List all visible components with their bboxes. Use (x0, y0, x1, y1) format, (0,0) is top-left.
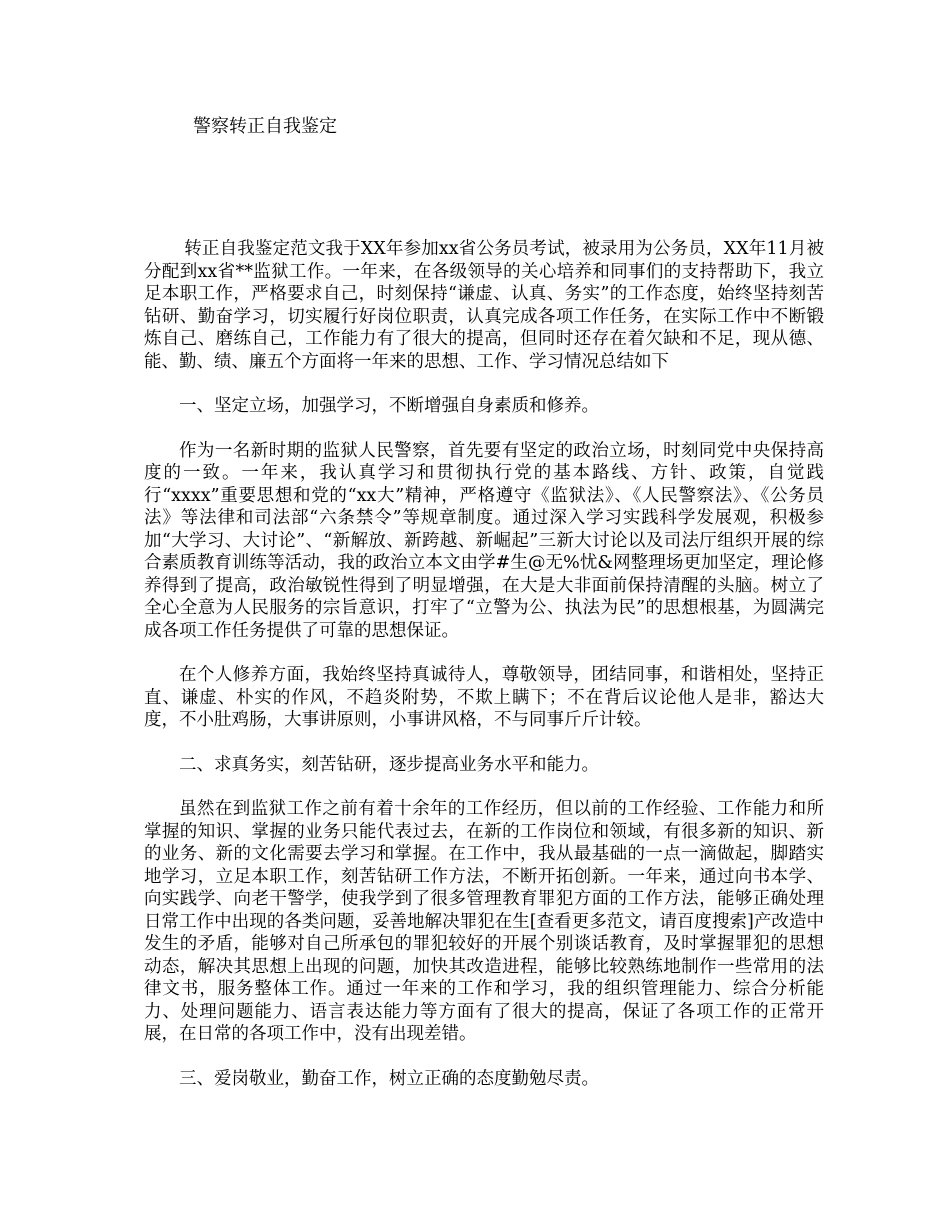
document-body (144, 238, 824, 1112)
paragraph-personal-cultivation: 在个人修养方面，我始终坚持真诚待人，尊敬领导，团结同事，和谐相处，坚持正直、谦虚、朴实的作风，不趋炎附势，不欺上瞒下；不在背后议论他人是非，豁达大度，不小肚鸡肠，大事讲原则，小事讲风格，不与同事斤斤计较。 (144, 665, 824, 730)
paragraph-intro: 转正自我鉴定范文我于XX年参加xx省公务员考试，被录用为公务员，XX年11月被分配到xx省**监狱工作。一年来，在各级领导的关心培养和同事们的支持帮助下，我立足本职工作，严格要求自己，时刻保持“谦虚、认真、务实”的工作态度，始终坚持刻苦钻研、勤奋学习，切实履行好岗位职责，认真完成各项工作任务，在实际工作中不断锻炼自己、磨练自己，工作能力有了很大的提高，但同时还存在着欠缺和不足，现从德、能、勤、绩、廉五个方面将一年来的思想、工作、学习情况总结如下 (144, 239, 824, 372)
paragraph-professional-skills: 虽然在到监狱工作之前有着十余年的工作经历，但以前的工作经验、工作能力和所掌握的知识、掌握的业务只能代表过去，在新的工作岗位和领域，有很多新的知识、新的业务、新的文化需要去学习和掌握。在工作中，我从最基础的一点一滴做起，脚踏实地学习，立足本职工作，刻苦钻研工作方法，不断开拓创新。一年来，通过向书本学、向实践学、向老干警学，使我学到了很多管理教育罪犯方面的工作方法，能够正确处理日常工作中出现的各类问题，妥善地解决罪犯在生[查看更多范文，请百度搜索]产改造中发生的矛盾，能够对自己所承包的罪犯较好的开展个别谈话教育，及时掌握罪犯的思想动态，解决其思想上出现的问题，加快其改造进程，能够比较熟练地制作一些常用的法律文书，服务整体工作。通过一年来的工作和学习，我的组织管理能力、综合分析能力、处理问题能力、语言表达能力等方面有了很大的提高，保证了各项工作的正常开展，在日常的各项工作中，没有出现差错。 (144, 799, 824, 1044)
section-heading-3: 三、爱岗敬业，勤奋工作，树立正确的态度勤勉尽责。 (179, 1068, 599, 1089)
document-title: 警察转正自我鉴定 (193, 116, 337, 137)
paragraph-political-stance: 作为一名新时期的监狱人民警察，首先要有坚定的政治立场，时刻同党中央保持高度的一致。一年来，我认真学习和贯彻执行党的基本路线、方针、政策，自觉践行“xxxx”重要思想和党的“xx大”精神，严格遵守《监狱法》、《人民警察法》、《公务员法》等法律和司法部“六条禁令”等规章制度。通过深入学习实践科学发展观，积极参加“大学习、大讨论”、“新解放、新跨越、新崛起”三新大讨论以及司法厅组织开展的综合素质教育训练等活动，我的政治立本文由学#生@无%忧&网整理场更加坚定，理论修养得到了提高，政治敏锐性得到了明显增强，在大是大非面前保持清醒的头脑。树立了全心全意为人民服务的宗旨意识，打牢了“立警为公、执法为民”的思想根基，为圆满完成各项工作任务提供了可靠的思想保证。 (144, 440, 824, 641)
section-heading-1: 一、坚定立场，加强学习，不断增强自身素质和修养。 (179, 396, 599, 416)
section-heading-2: 二、求真务实，刻苦钻研，逐步提高业务水平和能力。 (179, 754, 599, 775)
